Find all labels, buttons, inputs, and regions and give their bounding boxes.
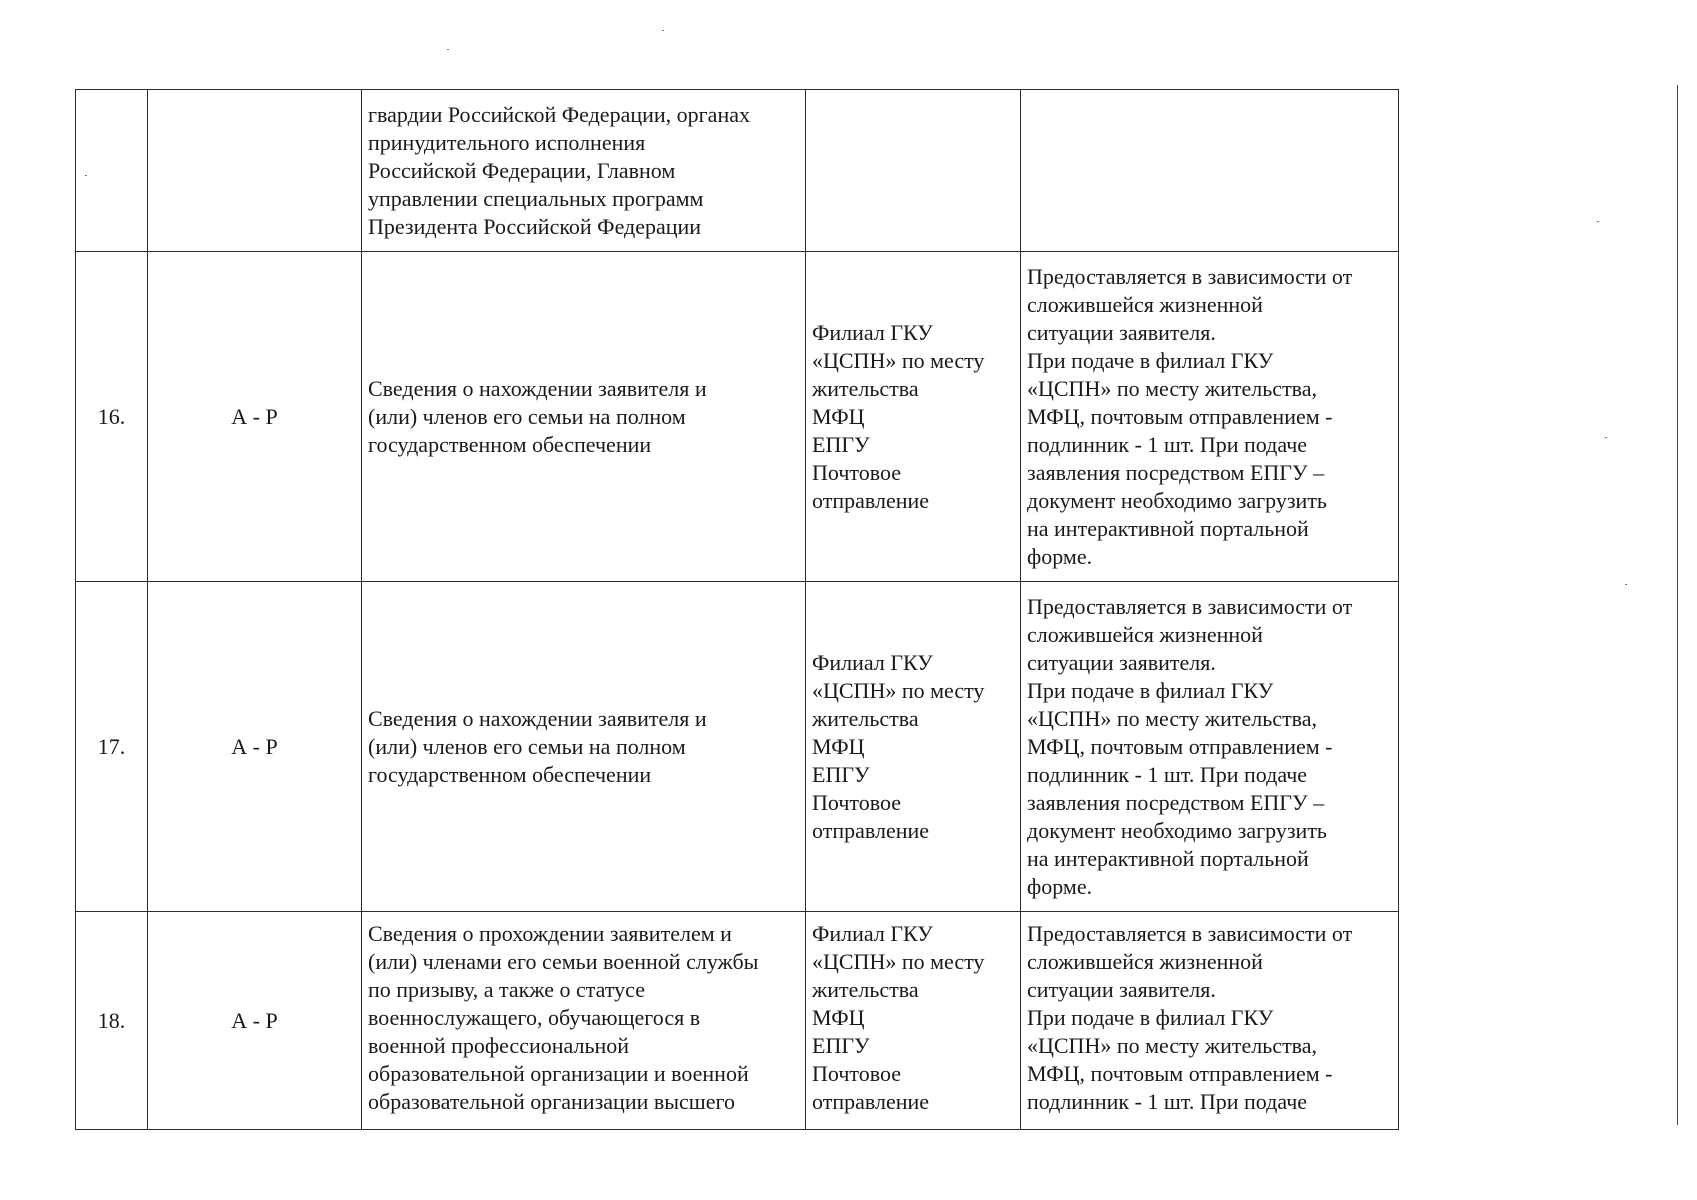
text-line: гвардии Российской Федерации, органах — [368, 101, 750, 127]
text-line: военнослужащего, обучающегося в — [368, 1005, 701, 1030]
text-line: Сведения о прохождении заявителем и — [368, 921, 732, 946]
submission-place-cell — [806, 912, 1021, 1130]
scan-speck — [447, 49, 449, 50]
text-line: ЕПГУ — [812, 761, 870, 787]
text-line: При подаче в филиал ГКУ — [1027, 677, 1274, 703]
text-line: Предоставляется в зависимости от — [1027, 263, 1353, 289]
note-text — [1027, 920, 1394, 1116]
text-line: образовательной организации и военной — [368, 1061, 749, 1086]
submission-place-cell — [806, 582, 1021, 912]
text-line: ситуации заявителя. — [1027, 977, 1216, 1002]
text-line: управлении специальных программ — [368, 185, 704, 211]
note-cell — [1021, 912, 1399, 1130]
text-line: «ЦСПН» по месту жительства, — [1027, 375, 1318, 401]
text-line: подлинник - 1 шт. При подаче — [1027, 1089, 1308, 1114]
submission-place-text — [812, 649, 1016, 845]
text-line: ЕПГУ — [812, 431, 870, 457]
row-number-cell: 18. — [76, 912, 148, 1130]
document-name-text — [368, 705, 801, 789]
document-name-text — [368, 101, 801, 241]
text-line: МФЦ, почтовым отправлением - — [1027, 403, 1333, 429]
text-line: МФЦ, почтовым отправлением - — [1027, 1061, 1333, 1086]
category-cell: А - Р — [148, 252, 362, 582]
text-line: образовательной организации высшего — [368, 1089, 735, 1114]
text-line: Филиал ГКУ — [812, 921, 933, 946]
note-cell — [1021, 252, 1399, 582]
submission-place-cell — [806, 90, 1021, 252]
text-line: по призыву, а также о статусе — [368, 977, 645, 1002]
text-line: сложившейся жизненной — [1027, 621, 1263, 647]
table-row — [76, 912, 1399, 1130]
text-line: документ необходимо загрузить — [1027, 817, 1327, 843]
text-line: Почтовое — [812, 1061, 901, 1086]
text-line: Предоставляется в зависимости от — [1027, 921, 1353, 946]
text-line: «ЦСПН» по месту — [812, 347, 985, 373]
category-cell — [148, 90, 362, 252]
text-line: заявления посредством ЕПГУ – — [1027, 789, 1325, 815]
text-line: При подаче в филиал ГКУ — [1027, 347, 1274, 373]
category-cell: А - Р — [148, 912, 362, 1130]
scan-speck — [662, 30, 664, 31]
note-cell — [1021, 90, 1399, 252]
text-line: форме. — [1027, 873, 1093, 899]
text-line: документ необходимо загрузить — [1027, 487, 1327, 513]
text-line: Филиал ГКУ — [812, 319, 933, 345]
row-number-cell: 16. — [76, 252, 148, 582]
text-line: подлинник - 1 шт. При подаче — [1027, 761, 1308, 787]
text-line: отправление — [812, 1089, 930, 1114]
text-line: на интерактивной портальной — [1027, 845, 1309, 871]
text-line: ситуации заявителя. — [1027, 319, 1216, 345]
text-line: Почтовое — [812, 789, 901, 815]
document-name-text — [368, 920, 801, 1116]
document-name-cell — [362, 252, 806, 582]
text-line: на интерактивной портальной — [1027, 515, 1309, 541]
text-line: жительства — [812, 705, 919, 731]
note-cell — [1021, 582, 1399, 912]
text-line: «ЦСПН» по месту — [812, 949, 985, 974]
text-line: сложившейся жизненной — [1027, 291, 1263, 317]
text-line: «ЦСПН» по месту жительства, — [1027, 1033, 1318, 1058]
scan-speck — [1597, 221, 1599, 222]
table-row — [76, 90, 1399, 252]
text-line: МФЦ, почтовым отправлением - — [1027, 733, 1333, 759]
table-row — [76, 252, 1399, 582]
text-line: ситуации заявителя. — [1027, 649, 1216, 675]
scan-speck — [1605, 437, 1607, 438]
submission-place-text — [812, 920, 1016, 1116]
text-line: (или) членами его семьи военной службы — [368, 949, 759, 974]
row-number-cell — [76, 90, 148, 252]
document-name-cell — [362, 912, 806, 1130]
text-line: жительства — [812, 977, 919, 1002]
text-line: жительства — [812, 375, 919, 401]
document-name-cell — [362, 582, 806, 912]
table-row — [76, 582, 1399, 912]
text-line: (или) членов его семьи на полном — [368, 733, 686, 759]
text-line: «ЦСПН» по месту жительства, — [1027, 705, 1318, 731]
scan-speck — [1625, 584, 1627, 585]
documents-table — [75, 89, 1399, 1130]
text-line: форме. — [1027, 543, 1093, 569]
text-line: государственном обеспечении — [368, 431, 652, 457]
text-line: «ЦСПН» по месту — [812, 677, 985, 703]
text-line: Сведения о нахождении заявителя и — [368, 705, 707, 731]
scan-speck — [85, 175, 87, 176]
text-line: ЕПГУ — [812, 1033, 870, 1058]
text-line: военной профессиональной — [368, 1033, 630, 1058]
text-line: МФЦ — [812, 733, 865, 759]
text-line: подлинник - 1 шт. При подаче — [1027, 431, 1308, 457]
text-line: Почтовое — [812, 459, 901, 485]
text-line: заявления посредством ЕПГУ – — [1027, 459, 1325, 485]
text-line: отправление — [812, 817, 930, 843]
text-line: Президента Российской Федерации — [368, 213, 702, 239]
submission-place-cell — [806, 252, 1021, 582]
text-line: (или) членов его семьи на полном — [368, 403, 686, 429]
text-line: МФЦ — [812, 1005, 865, 1030]
text-line: При подаче в филиал ГКУ — [1027, 1005, 1274, 1030]
note-text — [1027, 263, 1394, 571]
margin-rule — [1677, 85, 1678, 1125]
text-line: Предоставляется в зависимости от — [1027, 593, 1353, 619]
text-line: Сведения о нахождении заявителя и — [368, 375, 707, 401]
note-text — [1027, 593, 1394, 901]
text-line: МФЦ — [812, 403, 865, 429]
text-line: отправление — [812, 487, 930, 513]
text-line: сложившейся жизненной — [1027, 949, 1263, 974]
document-name-text — [368, 375, 801, 459]
document-name-cell — [362, 90, 806, 252]
text-line: Филиал ГКУ — [812, 649, 933, 675]
text-line: принудительного исполнения — [368, 129, 646, 155]
row-number-cell: 17. — [76, 582, 148, 912]
submission-place-text — [812, 319, 1016, 515]
text-line: Российской Федерации, Главном — [368, 157, 676, 183]
category-cell: А - Р — [148, 582, 362, 912]
text-line: государственном обеспечении — [368, 761, 652, 787]
